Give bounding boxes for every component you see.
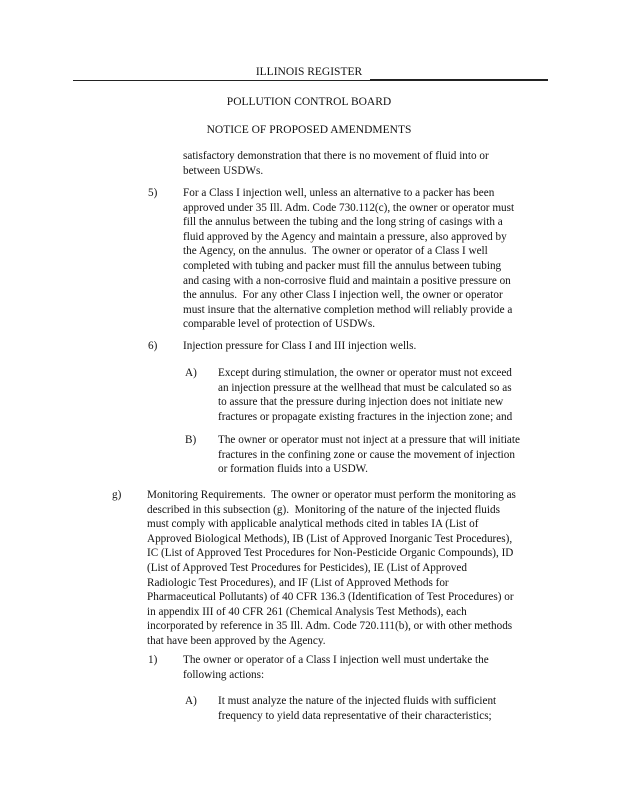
text-line: between USDWs. [183, 164, 264, 177]
text-line: completed with tubing and packer must fill the annulus between tubing [183, 259, 502, 272]
text-line: It must analyze the nature of the injected fluids with sufficient [218, 695, 497, 707]
text-line: approved under 35 Ill. Adm. Code 730.112(c), the owner or operator must [183, 201, 515, 214]
item-6a-paragraph [218, 366, 588, 424]
text-line: that have been approved by the Agency. [147, 634, 326, 647]
continuation-paragraph [183, 149, 583, 178]
text-line: fluid approved by the Agency and maintain a pressure, also approved by [183, 230, 507, 243]
board-title: POLLUTION CONTROL BOARD [226, 96, 392, 108]
item-6a-label: A) [185, 367, 197, 379]
text-line: to assure that the pressure during injection does not initiate new [218, 396, 504, 409]
text-line: incorporated by reference in 35 Ill. Adm. Code 720.111(b), or with other methods [147, 620, 513, 633]
text-line: the Agency, on the annulus. The owner or operator of a Class I well [183, 245, 488, 258]
item-g1a-label: A) [185, 695, 197, 707]
item-6-paragraph [183, 339, 583, 354]
text-line: must insure that the alternative completion method will reliably provide a [183, 303, 513, 316]
text-line: For a Class I injection well, unless an alternative to a packer has been [183, 187, 495, 199]
text-line: fill the annulus between the tubing and the long string of casings with a [183, 216, 503, 229]
text-line: or formation fluids into a USDW. [218, 463, 368, 476]
text-line: (List of Approved Test Procedures for Pesticides), IE (List of Approved [147, 561, 467, 574]
text-line: Pharmaceutical Pollutants) of 40 CFR 136.3 (Identification of Test Procedures) or [147, 591, 514, 604]
text-line: described in this subsection (g). Monitoring of the nature of the injected fluids [147, 503, 500, 516]
text-line: Radiologic Test Procedures), and IF (List of Approved Methods for [147, 576, 449, 589]
item-6b-paragraph [218, 433, 588, 477]
item-5-paragraph [183, 186, 583, 332]
text-line: Monitoring Requirements. The owner or operator must perform the monitoring as [147, 489, 516, 501]
text-line: and casing with a non-corrosive fluid and maintain a positive pressure on [183, 274, 511, 287]
text-line: in appendix III of 40 CFR 261 (Chemical Analysis Test Methods), each [147, 605, 467, 618]
item-g1a-paragraph [218, 694, 588, 723]
item-5-label: 5) [148, 187, 158, 199]
text-line: satisfactory demonstration that there is no movement of fluid into or [183, 150, 489, 162]
text-line: the annulus. For any other Class I injection well, the owner or operator [183, 289, 503, 302]
item-g1-paragraph [183, 653, 583, 682]
item-g-paragraph [147, 488, 597, 649]
register-title: ILLINOIS REGISTER [255, 66, 363, 78]
text-line: comparable level of protection of USDWs. [183, 318, 375, 331]
text-line: Injection pressure for Class I and III injection wells. [183, 340, 417, 352]
text-line: following actions: [183, 668, 265, 681]
text-line: Approved Biological Methods), IB (List of Approved Inorganic Test Procedures), [147, 532, 513, 545]
text-line: must comply with applicable analytical methods cited in tables IA (List of [147, 518, 479, 531]
item-g1-label: 1) [148, 654, 158, 666]
text-line: IC (List of Approved Test Procedures for Non-Pesticide Organic Compounds), ID [147, 547, 514, 560]
header-rule [73, 80, 548, 81]
item-g-label: g) [112, 489, 122, 501]
text-line: frequency to yield data representative of their characteristics; [218, 709, 492, 722]
text-line: an injection pressure at the wellhead that must be calculated so as [218, 381, 512, 394]
item-6-label: 6) [148, 340, 158, 352]
text-line: fractures or propagate existing fractures in the injection zone; and [218, 410, 513, 423]
text-line: Except during stimulation, the owner or operator must not exceed [218, 367, 512, 379]
notice-title: NOTICE OF PROPOSED AMENDMENTS [206, 124, 412, 136]
text-line: fractures in the confining zone or cause the movement of injection [218, 448, 515, 461]
text-line: The owner or operator must not inject at a pressure that will initiate [218, 434, 520, 446]
text-line: The owner or operator of a Class I injection well must undertake the [183, 654, 489, 666]
item-6b-label: B) [185, 434, 197, 446]
